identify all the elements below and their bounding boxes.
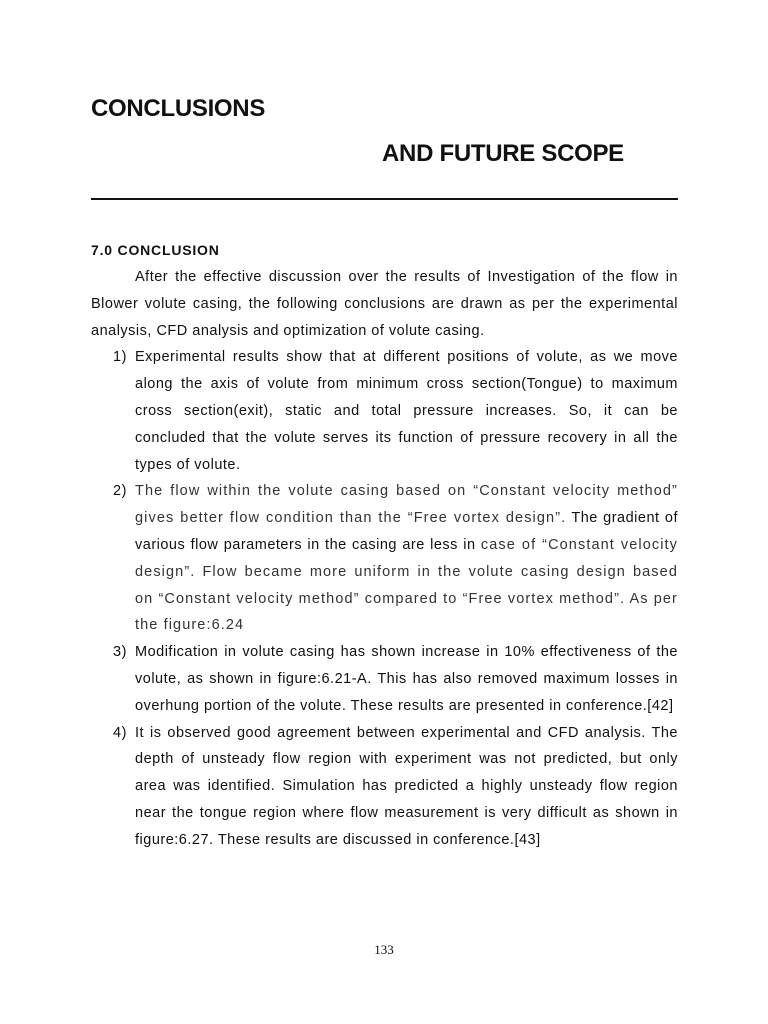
page-number: 133 bbox=[374, 942, 394, 957]
item-text-part-1: The flow within the volute casing based on “Constant velocity method” gives better flow condition than the “Free vortex design”. bbox=[135, 483, 678, 527]
chapter-title-line-1: CONCLUSIONS bbox=[91, 95, 266, 122]
item-text-part-3: case of “Constant velocity design”. Flow became more uniform in the volute casing design based on “Constant velocity method” compared to “Free vortex method”. As per the figure:6.24 bbox=[135, 536, 679, 634]
item-text-part-2: The gradient of various flow parameters in the casing are less in bbox=[135, 510, 678, 553]
section-body bbox=[91, 264, 678, 854]
intro-paragraph: After the effective discussion over the results of Investigation of the flow in Blower volute casing, the following conclusions are drawn as per the experimental analysis, CFD analysis and optimization of volute casing. bbox=[91, 269, 678, 339]
conclusion-item-1 bbox=[91, 344, 678, 478]
item-text: It is observed good agreement between experimental and CFD analysis. The depth of unsteady flow region with experiment was not predicted, but only area was identified. Simulation has predicted a highly unsteady flow region near the tongue region where flow measurement is very difficult as shown in figure:6.27. These results are discussed in conference.[43] bbox=[135, 724, 678, 848]
title-divider bbox=[91, 198, 678, 200]
conclusion-item-4 bbox=[91, 720, 678, 854]
item-text: Experimental results show that at different positions of volute, as we move along the axis of volute from minimum cross section(Tongue) to maximum cross section(exit), static and total pressure increases. So, it can be concluded that the volute serves its function of pressure recovery in all the types of volute. bbox=[135, 349, 678, 473]
conclusion-list bbox=[91, 344, 678, 853]
chapter-title-line-2: AND FUTURE SCOPE bbox=[382, 140, 624, 167]
conclusion-item-2 bbox=[91, 478, 678, 639]
section-heading: 7.0 CONCLUSION bbox=[91, 242, 220, 258]
item-number: 2) bbox=[113, 483, 127, 500]
item-number: 4) bbox=[113, 724, 127, 741]
conclusion-item-3 bbox=[91, 639, 678, 719]
item-text: Modification in volute casing has shown increase in 10% effectiveness of the volute, as shown in figure:6.21-A. This has also removed maximum losses in overhung portion of the volute. These results are presented in conference.[42] bbox=[135, 644, 678, 714]
item-number: 1) bbox=[113, 349, 127, 366]
item-number: 3) bbox=[113, 644, 127, 661]
